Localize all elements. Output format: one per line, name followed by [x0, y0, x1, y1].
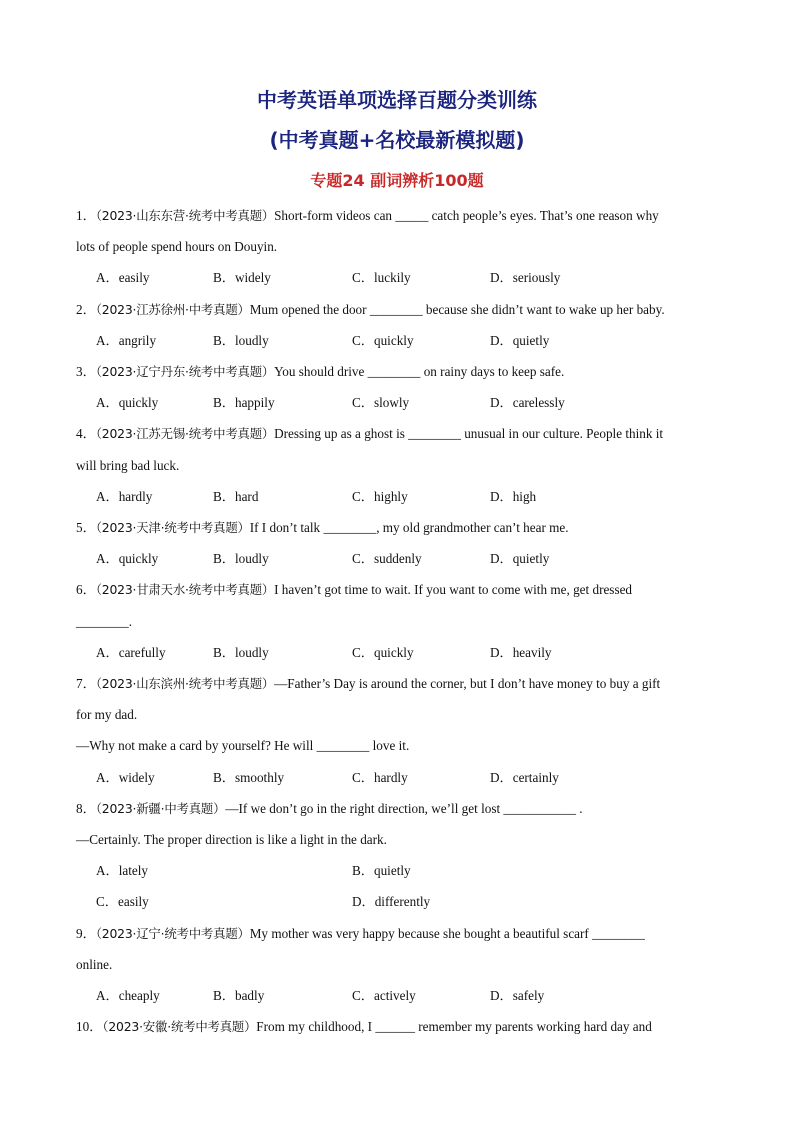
- question-6-stem: [76, 581, 632, 599]
- question-4-option-c[interactable]: C．highly: [352, 489, 408, 504]
- question-text: I haven’t got time to wait. If you want to come with me, get dressed: [274, 582, 633, 597]
- question-2-stem: [76, 301, 665, 319]
- question-6-option-b[interactable]: B．loudly: [213, 645, 269, 660]
- question-5-option-a[interactable]: A．quickly: [96, 551, 159, 566]
- question-source: （2023·江苏无锡·统考中考真题）: [95, 426, 275, 441]
- question-text: From my childhood, I ______ remember my parents working hard day and: [256, 1019, 652, 1034]
- document-subtitle: (中考真题+名校最新模拟题): [269, 128, 525, 152]
- question-6-option-c[interactable]: C．quickly: [352, 645, 414, 660]
- question-1-option-b[interactable]: B．widely: [213, 270, 271, 285]
- question-7-dialogue: —Why not make a card by yourself? He will ________ love it.: [76, 738, 410, 753]
- question-9-stem: [76, 925, 645, 943]
- question-number: 9．: [76, 926, 96, 941]
- topic-heading: 专题24 副词辨析100题: [310, 171, 484, 190]
- question-8-stem: [76, 800, 583, 818]
- question-source: （2023·江苏徐州·中考真题）: [95, 302, 250, 317]
- question-1-stem: [76, 207, 659, 225]
- question-source: （2023·山东滨州·统考中考真题）: [95, 676, 275, 691]
- question-source: （2023·辽宁丹东·统考中考真题）: [95, 364, 275, 379]
- question-4-option-a[interactable]: A．hardly: [96, 489, 153, 504]
- question-5-option-b[interactable]: B．loudly: [213, 551, 269, 566]
- question-6-option-d[interactable]: D．heavily: [490, 645, 552, 660]
- question-8-option-a[interactable]: A．lately: [96, 863, 149, 878]
- question-text: If I don’t talk ________, my old grandmother can’t hear me.: [249, 520, 569, 535]
- question-9-option-c[interactable]: C．actively: [352, 988, 416, 1003]
- question-1-option-a[interactable]: A．easily: [96, 270, 150, 285]
- question-3-option-d[interactable]: D．carelessly: [490, 395, 565, 410]
- question-number: 5．: [76, 520, 96, 535]
- question-number: 10．: [76, 1019, 103, 1034]
- question-2-option-a[interactable]: A．angrily: [96, 333, 157, 348]
- question-9-option-d[interactable]: D．safely: [490, 988, 545, 1003]
- question-2-option-d[interactable]: D．quietly: [490, 333, 550, 348]
- question-3-stem: [76, 363, 564, 381]
- question-8-option-c[interactable]: C．easily: [96, 894, 149, 909]
- question-5-option-d[interactable]: D．quietly: [490, 551, 550, 566]
- question-9-option-b[interactable]: B．badly: [213, 988, 265, 1003]
- question-4-option-b[interactable]: B．hard: [213, 489, 259, 504]
- question-8-option-d[interactable]: D．differently: [352, 894, 431, 909]
- question-6-stem-cont: ________.: [76, 614, 133, 629]
- question-5-stem: [76, 519, 569, 537]
- question-number: 7．: [76, 676, 96, 691]
- question-3-option-b[interactable]: B．happily: [213, 395, 275, 410]
- question-5-option-c[interactable]: C．suddenly: [352, 551, 422, 566]
- question-7-option-a[interactable]: A．widely: [96, 770, 155, 785]
- question-number: 6．: [76, 582, 96, 597]
- question-9-option-a[interactable]: A．cheaply: [96, 988, 160, 1003]
- question-text: Mum opened the door ________ because she didn’t want to wake up her baby.: [249, 302, 665, 317]
- question-7-option-c[interactable]: C．hardly: [352, 770, 408, 785]
- question-text: You should drive ________ on rainy days to keep safe.: [274, 364, 565, 379]
- question-8-option-b[interactable]: B．quietly: [352, 863, 411, 878]
- question-8-dialogue: —Certainly. The proper direction is like a light in the dark.: [76, 832, 387, 847]
- question-text: Dressing up as a ghost is ________ unusual in our culture. People think it: [274, 426, 664, 441]
- question-7-option-b[interactable]: B．smoothly: [213, 770, 285, 785]
- question-2-option-c[interactable]: C．quickly: [352, 333, 414, 348]
- question-text: —Father’s Day is around the corner, but I don’t have money to buy a gift: [274, 676, 661, 691]
- question-text: Short-form videos can _____ catch people’s eyes. That’s one reason why: [274, 208, 659, 223]
- question-text: —If we don’t go in the right direction, we’ll get lost ___________ .: [225, 801, 583, 816]
- question-source: （2023·甘肃天水·统考中考真题）: [95, 582, 275, 597]
- question-1-stem-cont: lots of people spend hours on Douyin.: [76, 239, 278, 254]
- question-6-option-a[interactable]: A．carefully: [96, 645, 166, 660]
- question-number: 8．: [76, 801, 96, 816]
- question-4-stem: [76, 425, 663, 443]
- question-source: （2023·辽宁·统考中考真题）: [95, 926, 250, 941]
- question-number: 1．: [76, 208, 96, 223]
- question-1-option-c[interactable]: C．luckily: [352, 270, 411, 285]
- question-4-option-d[interactable]: D．high: [490, 489, 537, 504]
- question-10-stem: [76, 1018, 652, 1036]
- question-9-stem-cont: online.: [76, 957, 113, 972]
- question-number: 4．: [76, 426, 96, 441]
- question-text: My mother was very happy because she bought a beautiful scarf ________: [249, 926, 645, 941]
- question-source: （2023·新疆·中考真题）: [95, 801, 226, 816]
- question-2-option-b[interactable]: B．loudly: [213, 333, 269, 348]
- question-7-option-d[interactable]: D．certainly: [490, 770, 559, 785]
- question-7-stem: [76, 675, 660, 693]
- question-number: 3．: [76, 364, 96, 379]
- question-source: （2023·安徽·统考中考真题）: [102, 1019, 257, 1034]
- question-4-stem-cont: will bring bad luck.: [76, 458, 180, 473]
- question-1-option-d[interactable]: D．seriously: [490, 270, 561, 285]
- question-number: 2．: [76, 302, 96, 317]
- question-source: （2023·山东东营·统考中考真题）: [95, 208, 275, 223]
- document-title: 中考英语单项选择百题分类训练: [257, 88, 537, 112]
- question-source: （2023·天津·统考中考真题）: [95, 520, 250, 535]
- question-7-stem-cont: for my dad.: [76, 707, 138, 722]
- question-3-option-c[interactable]: C．slowly: [352, 395, 410, 410]
- question-3-option-a[interactable]: A．quickly: [96, 395, 159, 410]
